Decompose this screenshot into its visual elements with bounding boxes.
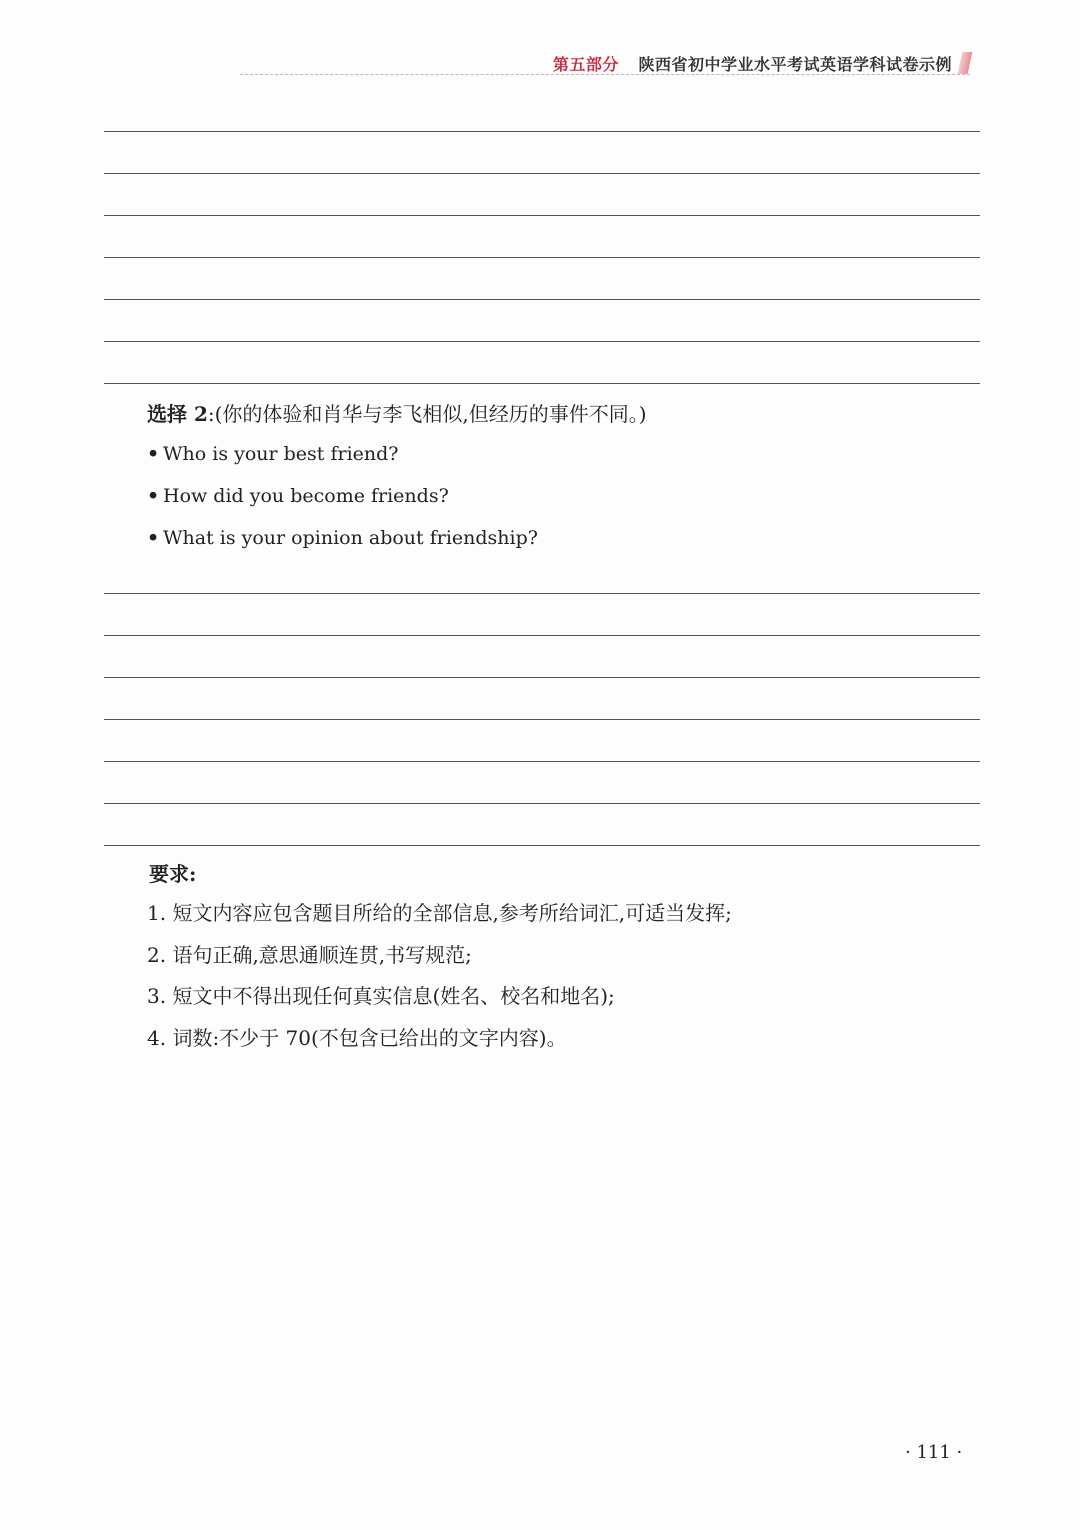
choice-2-label: 选择 2 — [147, 402, 208, 426]
running-header — [240, 52, 970, 75]
requirement-item: 2. 语句正确,意思通顺连贯,书写规范; — [147, 942, 472, 967]
writing-line — [104, 215, 980, 216]
question-item — [147, 440, 538, 482]
header-title: 陕西省初中学业水平考试英语学科试卷示例 — [638, 55, 952, 74]
writing-line — [104, 719, 980, 720]
page-number: · 111 · — [905, 1442, 963, 1463]
header-accent-mark — [958, 52, 973, 74]
question-item — [147, 524, 538, 566]
requirements-title: 要求: — [149, 862, 197, 886]
bullet-icon: • — [147, 527, 160, 549]
writing-line — [104, 635, 980, 636]
writing-line — [104, 257, 980, 258]
header-part-label: 第五部分 — [552, 55, 619, 74]
requirement-item: 3. 短文中不得出现任何真实信息(姓名、校名和地名); — [147, 984, 615, 1008]
writing-area-choice-1[interactable] — [104, 131, 980, 425]
question-text: How did you become friends? — [163, 485, 449, 507]
header-text — [553, 52, 952, 75]
question-text: What is your opinion about friendship? — [163, 527, 538, 549]
writing-line — [104, 173, 980, 174]
writing-line — [104, 383, 980, 384]
requirements-list — [147, 898, 732, 1064]
writing-line — [104, 845, 980, 846]
writing-line — [104, 341, 980, 342]
bullet-icon: • — [147, 485, 160, 507]
question-text: Who is your best friend? — [163, 443, 399, 465]
writing-line — [104, 803, 980, 804]
writing-line — [104, 299, 980, 300]
writing-line — [104, 131, 980, 132]
choice-2-heading — [147, 398, 647, 427]
choice-2-questions — [147, 440, 538, 566]
question-item — [147, 482, 538, 524]
writing-line — [104, 593, 980, 594]
requirement-item: 4. 词数:不少于 70(不包含已给出的文字内容)。 — [147, 1025, 567, 1050]
bullet-icon: • — [147, 443, 160, 465]
writing-area-choice-2[interactable] — [104, 593, 980, 887]
writing-line — [104, 677, 980, 678]
requirement-item: 1. 短文内容应包含题目所给的全部信息,参考所给词汇,可适当发挥; — [147, 901, 732, 925]
writing-line — [104, 761, 980, 762]
choice-2-description: :(你的体验和肖华与李飞相似,但经历的事件不同。) — [207, 402, 647, 426]
